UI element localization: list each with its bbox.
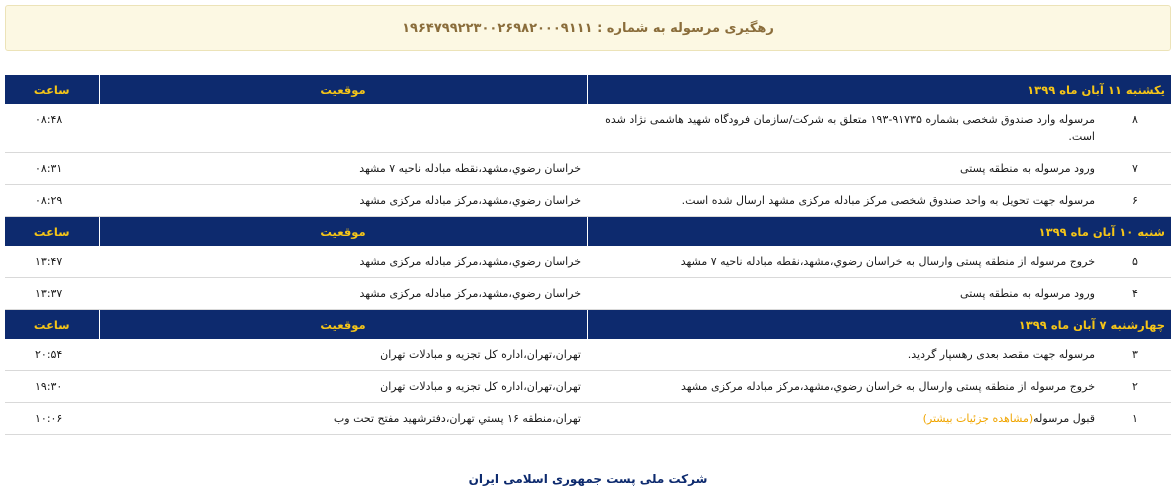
table-row: [5, 104, 1171, 153]
event-description: خروج مرسوله از منطقه پستی وارسال به خراسان رضوي،مشهد،مرکز مبادله مرکزی مشهد: [680, 380, 1095, 393]
event-location: تهران،تهران،اداره کل تجزیه و مبادلات تهران: [99, 339, 587, 371]
event-number: ۱: [1132, 412, 1138, 425]
date-header-row: [5, 75, 1171, 104]
event-cell: [587, 339, 1171, 371]
event-time: ۱۰:۰۶: [5, 403, 99, 435]
location-column-header: موقعیت: [99, 310, 587, 340]
event-cell: [587, 403, 1171, 435]
footer-company-name: شرکت ملی پست جمهوری اسلامی ایران: [468, 472, 708, 486]
event-location: خراسان رضوي،مشهد،مرکز مبادله مرکزی مشهد: [99, 185, 587, 217]
date-header-row: [5, 217, 1171, 247]
table-row: [5, 371, 1171, 403]
event-number: ۸: [1132, 113, 1138, 126]
time-column-header: ساعت: [5, 75, 99, 104]
tracking-banner: [5, 5, 1171, 51]
date-header: یکشنبه ۱۱ آبان ماه ۱۳۹۹: [587, 75, 1171, 104]
event-description: مرسوله وارد صندوق شخصی بشماره ۹۱۷۳۵-۱۹۳ متعلق به شرکت/سازمان فرودگاه شهید هاشمی نژاد شده است.: [605, 113, 1095, 143]
event-number: ۳: [1132, 348, 1138, 361]
event-description: خروج مرسوله از منطقه پستی وارسال به خراسان رضوي،مشهد،نقطه مبادله ناحيه ۷ مشهد: [680, 255, 1095, 268]
event-location: تهران،منطقه ۱۶ پستي تهران،دفترشهيد مفتح تحت وب: [99, 403, 587, 435]
table-row: [5, 278, 1171, 310]
date-header: شنبه ۱۰ آبان ماه ۱۳۹۹: [587, 217, 1171, 247]
table-row: [5, 339, 1171, 371]
event-cell: [587, 153, 1171, 185]
event-time: ۲۰:۵۴: [5, 339, 99, 371]
event-number: ۴: [1132, 287, 1138, 300]
event-description: ورود مرسوله به منطقه پستی: [960, 162, 1095, 175]
event-time: ۰۸:۴۸: [5, 104, 99, 153]
event-cell: [587, 104, 1171, 153]
event-cell: [587, 185, 1171, 217]
event-description: قبول مرسوله: [1033, 412, 1095, 425]
event-time: ۱۹:۳۰: [5, 371, 99, 403]
event-description: ورود مرسوله به منطقه پستی: [960, 287, 1095, 300]
more-details-link[interactable]: (مشاهده جزئیات بیشتر): [922, 412, 1034, 425]
event-time: ۰۸:۳۱: [5, 153, 99, 185]
time-column-header: ساعت: [5, 217, 99, 247]
event-location: خراسان رضوي،مشهد،مرکز مبادله مرکزی مشهد: [99, 278, 587, 310]
event-time: ۱۳:۴۷: [5, 246, 99, 278]
location-column-header: موقعیت: [99, 75, 587, 104]
event-number: ۷: [1132, 162, 1138, 175]
event-cell: [587, 371, 1171, 403]
event-time: ۱۳:۳۷: [5, 278, 99, 310]
time-column-header: ساعت: [5, 310, 99, 340]
event-number: ۲: [1132, 380, 1138, 393]
table-row: [5, 185, 1171, 217]
event-number: ۶: [1132, 194, 1138, 207]
date-header-row: [5, 310, 1171, 340]
tracking-table: [5, 75, 1171, 435]
event-number: ۵: [1132, 255, 1138, 268]
table-row: [5, 153, 1171, 185]
event-time: ۰۸:۲۹: [5, 185, 99, 217]
date-header: چهارشنبه ۷ آبان ماه ۱۳۹۹: [587, 310, 1171, 340]
event-location: خراسان رضوي،مشهد،مرکز مبادله مرکزی مشهد: [99, 246, 587, 278]
event-location: [99, 104, 587, 153]
location-column-header: موقعیت: [99, 217, 587, 247]
tracking-title: رهگیری مرسوله به شماره : ۱۹۶۴۷۹۹۲۲۳۰۰۲۶۹۸۲۰۰۰۹۱۱۱: [402, 20, 774, 36]
event-location: خراسان رضوي،مشهد،نقطه مبادله ناحيه ۷ مشهد: [99, 153, 587, 185]
event-description: مرسوله جهت مقصد بعدی رهسپار گردید.: [907, 348, 1095, 361]
event-location: تهران،تهران،اداره کل تجزیه و مبادلات تهران: [99, 371, 587, 403]
event-description: مرسوله جهت تحویل به واحد صندوق شخصی مرکز مبادله مرکزی مشهد ارسال شده است.: [681, 194, 1095, 207]
event-cell: [587, 278, 1171, 310]
table-row: [5, 246, 1171, 278]
event-cell: [587, 246, 1171, 278]
table-row: [5, 403, 1171, 435]
